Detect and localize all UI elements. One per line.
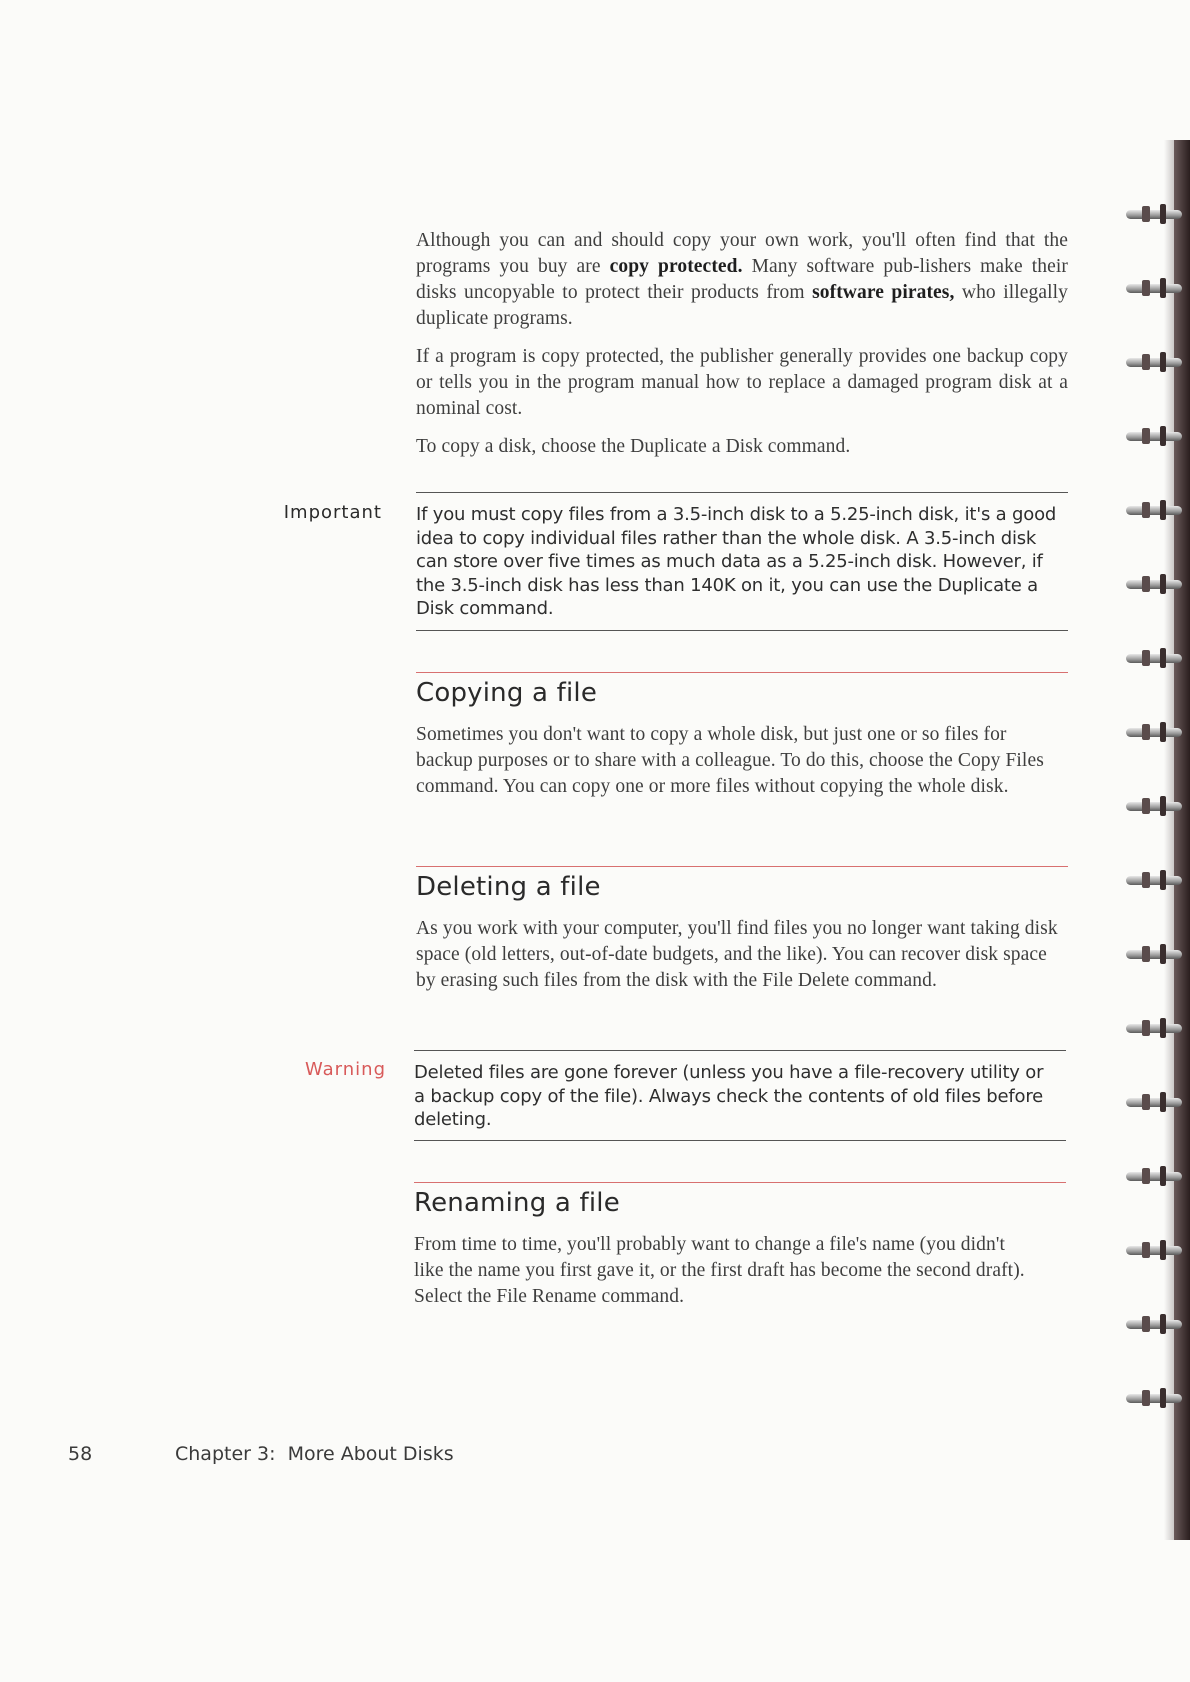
- deleting-section: [416, 916, 1068, 994]
- warning-text: Deleted files are gone forever (unless you have a file-recovery utility or a backup copy of the file). Always check the contents of old files before deleting.: [414, 1062, 1044, 1130]
- intro-paragraph-3: To copy a disk, choose the Duplicate a Disk command.: [416, 436, 851, 457]
- copying-section: [416, 722, 1056, 800]
- important-text: If you must copy files from a 3.5-inch disk to a 5.25-inch disk, it's a good idea to copy individual files rather than the whole disk. A 3.5-inch disk can store over five times as much data as a 5.25-inch disk. However, if the 3.5-inch disk has less than 140K on it, you can use the Duplicate a Disk command.: [416, 504, 1057, 619]
- binding-coil: [1126, 648, 1182, 670]
- important-label: Important: [283, 502, 382, 523]
- deleting-paragraph: As you work with your computer, you'll find files you no longer want taking disk space (old letters, out-of-date budgets, and the like). You can recover disk space by erasing such files from the disk with the File Delete command.: [416, 918, 1058, 991]
- binding-coil: [1126, 500, 1182, 522]
- binding-coil: [1126, 204, 1182, 226]
- binding-coil: [1126, 1314, 1182, 1336]
- binding-coil: [1126, 574, 1182, 596]
- binding-coil: [1126, 722, 1182, 744]
- warning-bottom-rule: [414, 1140, 1066, 1141]
- spiral-binding: [1126, 140, 1190, 1540]
- intro-paragraph-2: If a program is copy protected, the publisher generally provides one backup copy or tells you in the program manual how to replace a damaged program disk at a nominal cost.: [416, 346, 1068, 419]
- binding-coil: [1126, 1092, 1182, 1114]
- copying-paragraph: Sometimes you don't want to copy a whole disk, but just one or so files for backup purposes or to share with a colleague. To do this, choose the Copy Files command. You can copy one or more files without copying the whole disk.: [416, 724, 1044, 797]
- intro-paragraph-1: [416, 228, 1068, 332]
- warning-note: [414, 1061, 1054, 1132]
- section-divider-copying: [416, 672, 1068, 673]
- binding-coil: [1126, 796, 1182, 818]
- term-software-pirates: software pirates,: [812, 282, 955, 303]
- heading-renaming-a-file: Renaming a file: [414, 1188, 620, 1218]
- text-run: Many software pub-lishers make their disks uncopyable to protect their products from: [416, 256, 1068, 303]
- binding-coil: [1126, 1018, 1182, 1040]
- renaming-section: [414, 1232, 1034, 1310]
- heading-deleting-a-file: Deleting a file: [416, 872, 601, 902]
- binding-coil: [1126, 1388, 1182, 1410]
- renaming-paragraph: From time to time, you'll probably want to change a file's name (you didn't like the name you first gave it, or the first draft has become the second draft). Select the File Rename command.: [414, 1234, 1025, 1307]
- page-number: 58: [68, 1443, 93, 1465]
- important-top-rule: [416, 492, 1068, 493]
- binding-coil: [1126, 1166, 1182, 1188]
- binding-coil: [1126, 278, 1182, 300]
- section-divider-deleting: [416, 866, 1068, 867]
- section-divider-renaming: [414, 1182, 1066, 1183]
- term-copy-protected: copy protected.: [609, 256, 743, 277]
- binding-coil: [1126, 870, 1182, 892]
- warning-label: Warning: [304, 1059, 386, 1080]
- binding-coil: [1126, 944, 1182, 966]
- binding-coil: [1126, 426, 1182, 448]
- text-run: who illegally duplicate programs.: [416, 282, 1068, 329]
- binding-coil: [1126, 352, 1182, 374]
- important-note: [416, 503, 1068, 621]
- warning-top-rule: [414, 1050, 1066, 1051]
- important-bottom-rule: [416, 630, 1068, 631]
- heading-copying-a-file: Copying a file: [416, 678, 598, 708]
- binding-coil: [1126, 1240, 1182, 1262]
- text-run: Although you can and should copy your own work, you'll often find that the programs you buy are: [416, 230, 1068, 277]
- running-footer-chapter: Chapter 3: More About Disks: [175, 1443, 454, 1465]
- intro-section: [416, 228, 1068, 460]
